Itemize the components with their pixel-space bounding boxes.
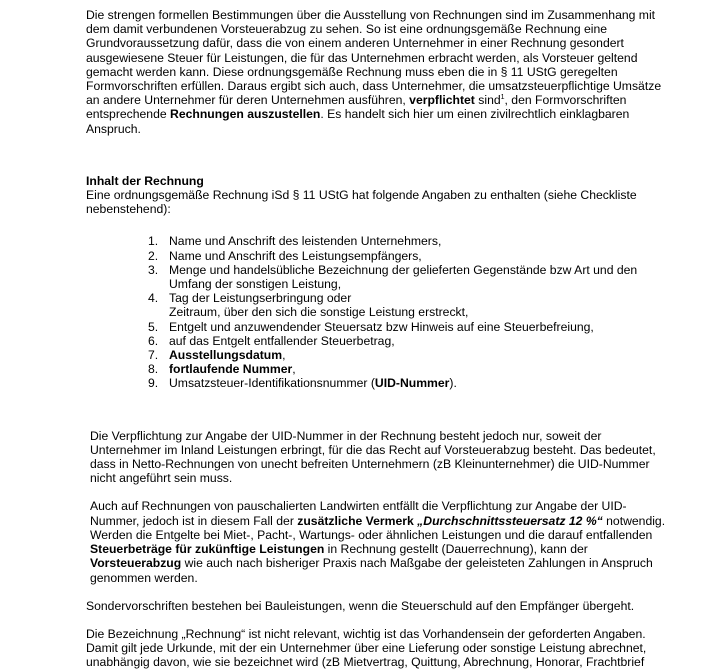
list-item: 3. Menge und handelsübliche Bezeichnung der gelieferten Gegenstände bzw Art und den Umfang der sonstigen Leistung,: [148, 262, 638, 292]
para1-text-a: Die strengen formellen Bestimmungen über die Ausstellung von Rechnungen sind im Zusammenhang mit dem damit verbundenen Vorsteuerabzug zu sehen. So ist eine ordnungsgemäße Rechnung eine Grundvoraussetzung dafür, dass die von einem anderen Unternehmer in einer Rechnung gesondert ausgewiesene Steuer für Leistungen, die für das Unternehmen erbracht werden, als Vorsteuer geltend gemacht werden kann. Diese ordnungsgemäße Rechnung muss eben die in § 11 UStG geregelten Formvorschriften erfüllen. Daraus ergibt sich auch, dass Unternehmer, die umsatzsteuerpflichtige Umsätze an andere Unternehmer für deren Unternehmen ausführen,: [86, 8, 662, 108]
bezeichnung-paragraph: Die Bezeichnung „Rechnung“ ist nicht relevant, wichtig ist das Vorhandensein der geforderten Angaben. Damit gilt jede Urkunde, mit der ein Unternehmer über eine Lieferung oder sonstige Leistung abrechnet, unabhängig davon, wie sie bezeichnet wird (zB Mietvertrag, Quittung, Abrechnung, Honorar, Frachtbrief: [86, 626, 647, 670]
list-item: 7. Ausstellungsdatum,: [148, 348, 286, 363]
list-item: 5. Entgelt und anzuwendender Steuersatz bzw Hinweis auf eine Steuerbefreiung,: [148, 319, 594, 334]
para1-text-d: , den Formvorschriften entsprechende: [86, 93, 627, 122]
section-heading: Inhalt der Rechnung: [86, 173, 204, 188]
list-item: 2. Name und Anschrift des Leistungsempfängers,: [148, 248, 422, 263]
intro-paragraph: [86, 8, 666, 136]
list-item: 4. Tag der Leistungserbringung oder Zeitraum, über den sich die sonstige Leistung erstreckt,: [148, 291, 469, 320]
requirements-list: [148, 234, 666, 390]
dauerrechnung-paragraph: Werden die Entgelte bei Miet-, Pacht-, Wartungs- oder ähnlichen Leistungen und die darauf entfallenden Steuerbeträge für zukünftige Leistungen in Rechnung gestellt (Dauerrechnung), kann der Vorsteuerabzug wie auch nach bisheriger Praxis nach Maßgabe der geleisteten Zahlungen in Anspruch genommen werden.: [90, 527, 653, 585]
landwirte-paragraph: Auch auf Rechnungen von pauschalierten Landwirten entfällt die Verpflichtung zur Angabe der UID-Nummer, jedoch ist in diesem Fall der zusätzliche Vermerk „Durchschnittssteuersatz 12 %“ notwendig.: [90, 499, 666, 528]
para1-text-f: . Es handelt sich hier um einen zivilrechtlich einklagbaren Anspruch.: [86, 107, 630, 136]
para1-bold-rechnungen: Rechnungen auszustellen: [170, 107, 321, 122]
para1-text-c: sind: [474, 93, 501, 108]
list-item: 9. Umsatzsteuer-Identifikationsnummer (UID-Nummer).: [148, 376, 457, 391]
bauleistungen-paragraph: Sondervorschriften bestehen bei Bauleistungen, wenn die Steuerschuld auf den Empfänger übergeht.: [86, 598, 635, 613]
para1-bold-verpflichtet: verpflichtet: [409, 93, 475, 108]
uid-paragraph: Die Verpflichtung zur Angabe der UID-Nummer in der Rechnung besteht jedoch nur, soweit der Unternehmer im Inland Leistungen erbringt, für die das Recht auf Vorsteuerabzug besteht. Das bedeutet, dass in Netto-Rechnungen von unecht befreiten Unternehmern (zB Kleinunternehmer) die UID-Nummer nicht angeführt sein muss.: [90, 428, 656, 486]
list-item: 8. fortlaufende Nummer,: [148, 362, 296, 377]
list-item: 1. Name und Anschrift des leistenden Unternehmers,: [148, 234, 442, 249]
footnote-ref: 1: [500, 94, 505, 102]
section-intro: Eine ordnungsgemäße Rechnung iSd § 11 UStG hat folgende Angaben zu enthalten (siehe Checkliste nebenstehend):: [86, 188, 637, 217]
list-item: 6. auf das Entgelt entfallender Steuerbetrag,: [148, 333, 395, 348]
document-page: [86, 8, 666, 670]
